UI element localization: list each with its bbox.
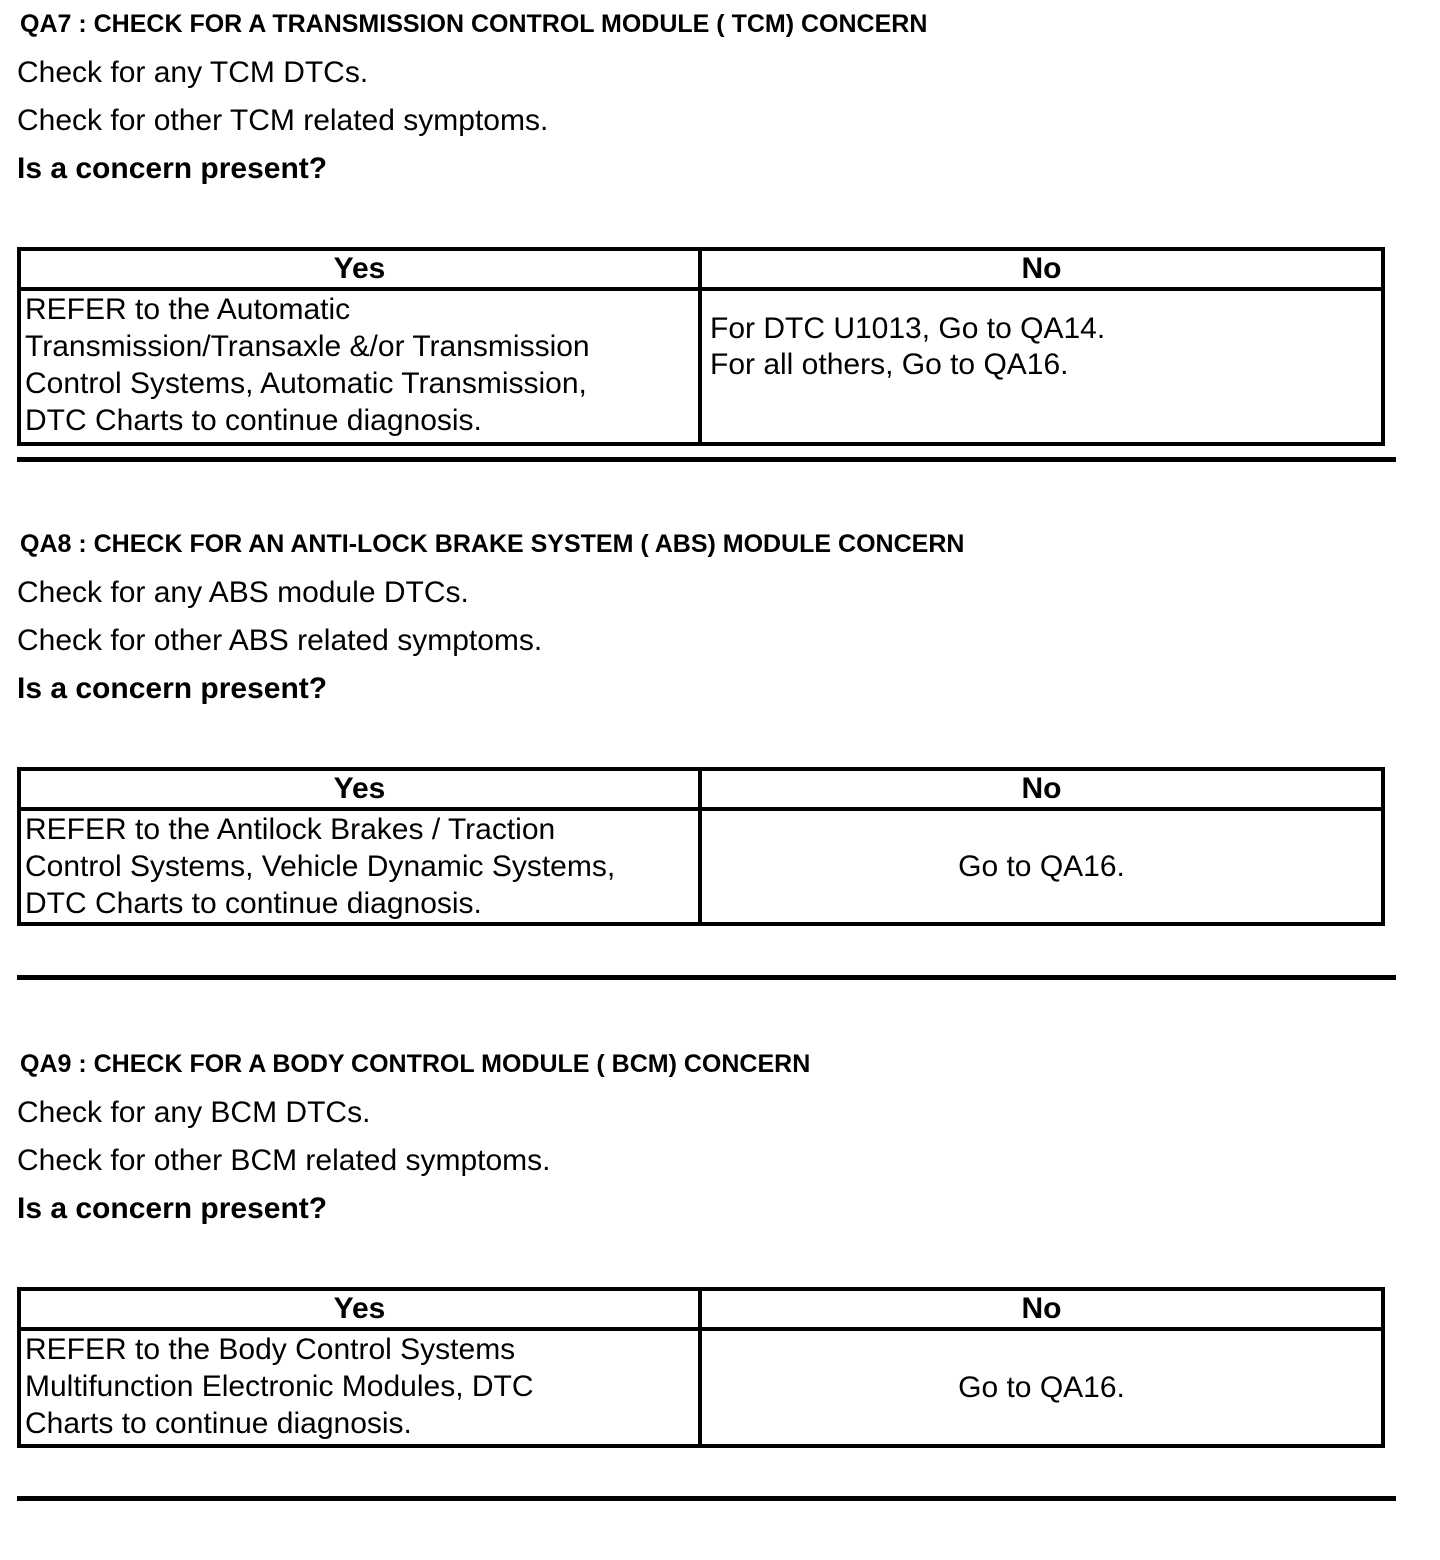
decision-table [17, 1287, 1385, 1448]
section-divider [17, 1496, 1396, 1501]
no-cell: Go to QA16. [700, 1329, 1383, 1446]
yes-cell: REFER to the Antilock Brakes / Traction Control Systems, Vehicle Dynamic Systems, DTC Charts to continue diagnosis. [19, 809, 700, 924]
no-header: No [700, 1289, 1383, 1329]
instruction-line: Check for other BCM related symptoms. [17, 1144, 551, 1177]
section-divider [17, 975, 1396, 980]
question: Is a concern present? [17, 1192, 328, 1225]
yes-header: Yes [19, 249, 700, 289]
no-header: No [700, 249, 1383, 289]
section-title: QA8 : CHECK FOR AN ANTI-LOCK BRAKE SYSTEM ( ABS) MODULE CONCERN [20, 530, 965, 558]
no-cell: For DTC U1013, Go to QA14. For all others, Go to QA16. [700, 289, 1383, 444]
yes-header: Yes [19, 769, 700, 809]
no-cell: Go to QA16. [700, 809, 1383, 924]
instruction-line: Check for other ABS related symptoms. [17, 624, 543, 657]
question: Is a concern present? [17, 672, 328, 705]
instruction-line: Check for any BCM DTCs. [17, 1096, 371, 1129]
instruction-line: Check for any ABS module DTCs. [17, 576, 469, 609]
section-qa9 [0, 1040, 1440, 1560]
yes-cell: REFER to the Automatic Transmission/Transaxle &/or Transmission Control Systems, Automatic Transmission, DTC Charts to continue diagnosis. [19, 289, 700, 444]
section-qa7 [0, 0, 1440, 520]
section-divider [17, 457, 1396, 462]
section-title: QA7 : CHECK FOR A TRANSMISSION CONTROL MODULE ( TCM) CONCERN [20, 10, 928, 38]
instruction-line: Check for any TCM DTCs. [17, 56, 369, 89]
yes-header: Yes [19, 1289, 700, 1329]
section-title: QA9 : CHECK FOR A BODY CONTROL MODULE ( BCM) CONCERN [20, 1050, 811, 1078]
decision-table [17, 247, 1385, 446]
yes-cell: REFER to the Body Control Systems Multifunction Electronic Modules, DTC Charts to continue diagnosis. [19, 1329, 700, 1446]
section-qa8 [0, 520, 1440, 1040]
decision-table [17, 767, 1385, 926]
instruction-line: Check for other TCM related symptoms. [17, 104, 549, 137]
no-header: No [700, 769, 1383, 809]
question: Is a concern present? [17, 152, 328, 185]
